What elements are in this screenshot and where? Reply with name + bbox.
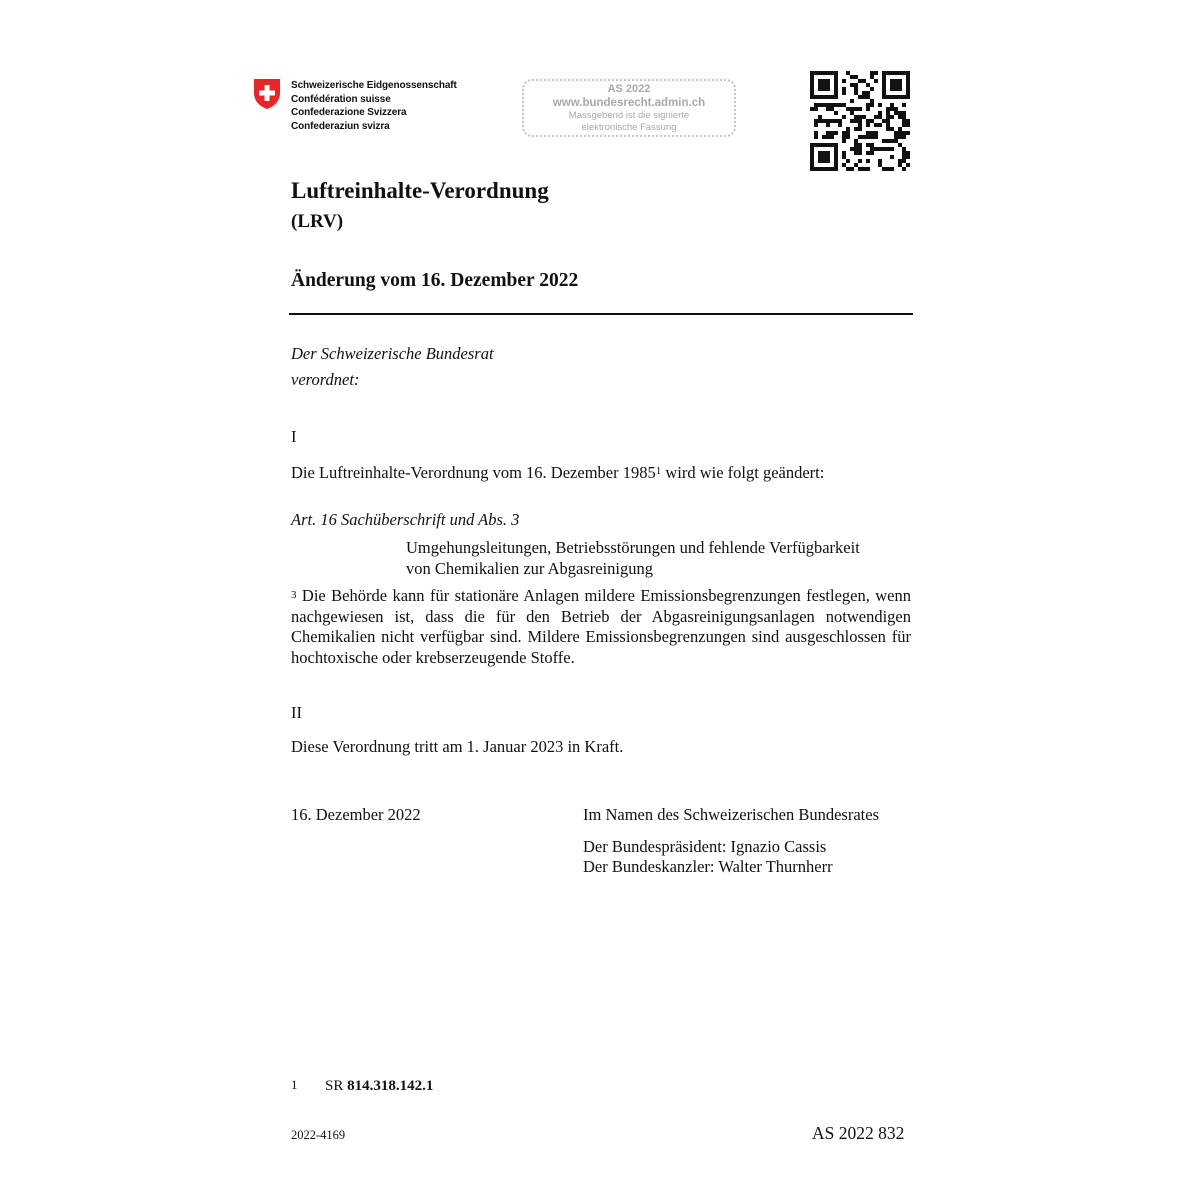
confederation-name-it: Confederazione Svizzera xyxy=(291,107,407,118)
signature-date: 16. Dezember 2022 xyxy=(291,805,421,824)
intro-suffix: wird wie folgt geändert: xyxy=(661,463,825,482)
document-number: 2022-4169 xyxy=(291,1128,346,1142)
stamp-line-4: elektronische Fassung xyxy=(581,121,677,133)
document-title: Luftreinhalte-Verordnung xyxy=(291,178,549,203)
entry-into-force: Diese Verordnung tritt am 1. Januar 2023 in Kraft. xyxy=(291,737,624,756)
stamp-line-2: www.bundesrecht.admin.ch xyxy=(552,97,706,109)
footnote-sr-reference[interactable]: 814.318.142.1 xyxy=(347,1078,434,1094)
preamble-verb: verordnet: xyxy=(291,370,360,389)
article-reference: Art. 16 Sachüberschrift und Abs. 3 xyxy=(291,510,520,529)
amendment-date-heading: Änderung vom 16. Dezember 2022 xyxy=(291,270,579,291)
stamp-line-3: Massgebend ist die signierte xyxy=(568,110,690,121)
footnote-number: 1 xyxy=(291,1077,298,1092)
article-heading-line-1: Umgehungsleitungen, Betriebsstörungen und fehlende Verfügbarkeit xyxy=(406,538,860,557)
footnote-prefix: SR xyxy=(325,1078,348,1094)
preamble-authority: Der Schweizerische Bundesrat xyxy=(291,344,494,363)
intro-text: Die Luftreinhalte-Verordnung vom 16. Dezember 1985 xyxy=(291,463,656,482)
title-divider xyxy=(289,313,913,315)
confederation-names xyxy=(291,79,457,133)
amendment-intro xyxy=(291,461,824,484)
qr-code-icon xyxy=(810,71,910,171)
article-paragraph xyxy=(291,585,911,668)
signature-intro: Im Namen des Schweizerischen Bundesrates xyxy=(583,805,879,824)
section-number-2: II xyxy=(291,703,302,722)
footnote-text xyxy=(325,1078,433,1095)
article-heading-line-2: von Chemikalien zur Abgasreinigung xyxy=(406,558,653,578)
official-publication-stamp xyxy=(522,79,736,137)
confederation-name-de: Schweizerische Eidgenossenschaft xyxy=(291,80,457,91)
official-compilation-reference: AS 2022 832 xyxy=(812,1123,905,1143)
signature-chancellor: Der Bundeskanzler: Walter Thurnherr xyxy=(583,857,833,876)
stamp-line-1: AS 2022 xyxy=(607,83,651,95)
footnote-reference[interactable]: 1 xyxy=(655,465,662,477)
confederation-name-rm: Confederaziun svizra xyxy=(291,120,390,132)
paragraph-text: Die Behörde kann für stationäre Anlagen mildere Emissionsbegrenzungen festlegen, wenn nachgewiesen ist, dass die für den Betrieb der Abgasreinigungsanlagen notwendigen Chemikalien nicht verfügbar sind. Mildere Emissionsbegrenzungen sind ausgeschlossen für hochtoxische oder krebserzeugende Stoffe. xyxy=(291,586,911,667)
swiss-coat-of-arms-icon xyxy=(252,78,282,110)
section-number-1: I xyxy=(291,427,297,446)
paragraph-number: 3 xyxy=(291,589,297,601)
confederation-name-fr: Confédération suisse xyxy=(291,93,391,105)
signature-president: Der Bundespräsident: Ignazio Cassis xyxy=(583,837,827,856)
document-abbreviation: (LRV) xyxy=(291,211,344,232)
article-heading xyxy=(406,538,860,579)
